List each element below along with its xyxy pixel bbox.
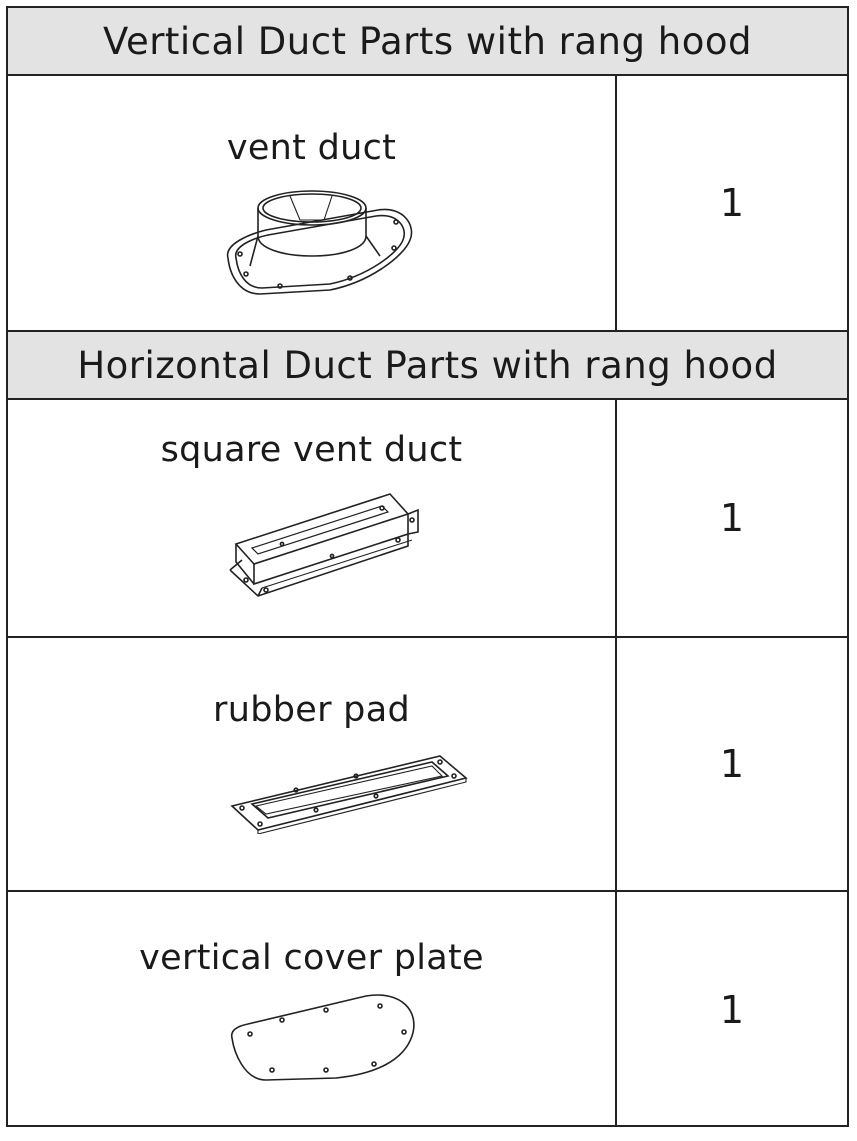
part-quantity: 1: [719, 742, 745, 786]
section-header-horizontal: [8, 332, 847, 400]
part-cell: [8, 892, 617, 1127]
part-name: rubber pad: [213, 690, 410, 730]
cover-plate-icon: [226, 992, 422, 1082]
part-cell: [8, 76, 617, 330]
table-row: [8, 400, 847, 638]
section-title: Vertical Duct Parts with rang hood: [103, 19, 752, 63]
part-name: vertical cover plate: [139, 938, 484, 978]
part-quantity: 1: [719, 496, 745, 540]
part-quantity: 1: [719, 181, 745, 225]
part-cell: [8, 638, 617, 890]
table-row: [8, 892, 847, 1127]
part-name: vent duct: [226, 128, 397, 168]
rubber-pad-icon: [226, 754, 476, 834]
parts-table: [6, 6, 849, 1127]
table-row: [8, 76, 847, 332]
part-cell: [8, 400, 617, 636]
square-vent-duct-icon: [222, 488, 422, 608]
section-header-vertical: [8, 8, 847, 76]
vent-duct-icon: [220, 186, 420, 304]
part-quantity: 1: [719, 987, 745, 1032]
table-row: [8, 638, 847, 892]
part-name: square vent duct: [160, 430, 463, 470]
section-title: Horizontal Duct Parts with rang hood: [77, 343, 778, 387]
